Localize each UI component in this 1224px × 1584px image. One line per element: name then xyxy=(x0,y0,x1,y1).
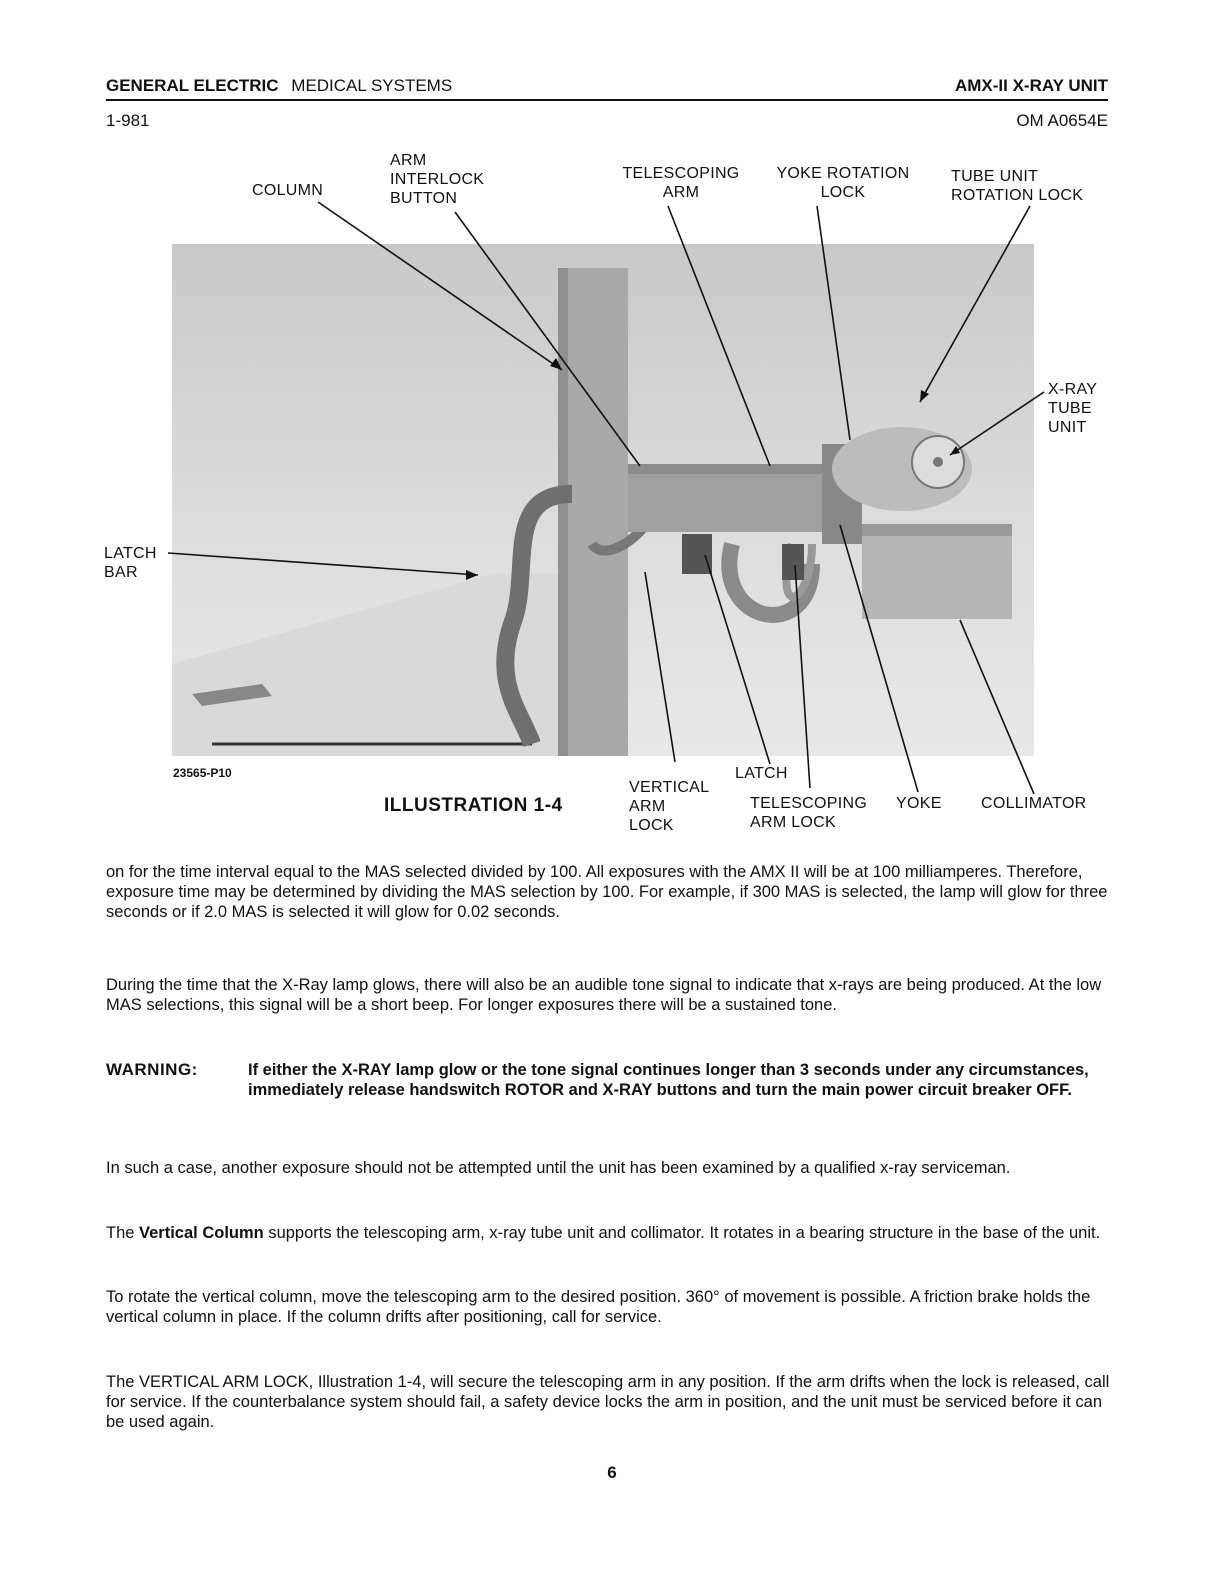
callout-vertical-arm-lock: VERTICAL ARM LOCK xyxy=(629,779,710,834)
callout-telescoping-arm: TELESCOPING ARM xyxy=(622,165,740,201)
paragraph-vertical-arm-lock: The VERTICAL ARM LOCK, Illustration 1-4, will secure the telescoping arm in any position. If the arm drifts when the lock is released, call for service. If the counterbalance system should fail, a safety device locks the arm in position, and the unit must be serviced before it can be used again. xyxy=(106,1373,1110,1431)
callout-arm-interlock-button: ARM INTERLOCK BUTTON xyxy=(390,152,485,207)
header-company xyxy=(106,76,452,96)
paragraph-rotate-column: To rotate the vertical column, move the telescoping arm to the desired position. 360° of movement is possible. A friction brake holds the vertical column in place. If the column drifts after positioning, call for service. xyxy=(106,1288,1091,1326)
callout-xray-tube-unit: X-RAY TUBE UNIT xyxy=(1048,381,1098,436)
warning-text: If either the X-RAY lamp glow or the tone signal continues longer than 3 seconds under any circumstances, immediately release handswitch ROTOR and X-RAY buttons and turn the main power circuit breaker OFF. xyxy=(248,1061,1089,1099)
callout-telescoping-arm-lock: TELESCOPING ARM LOCK xyxy=(750,795,868,831)
warning-label: WARNING: xyxy=(106,1060,198,1079)
paragraph-exposure-time: on for the time interval equal to the MAS selected divided by 100. All exposures with the AMX II will be at 100 milliamperes. Therefore, exposure time may be determined by dividing the MAS selection by 100. For example, if 300 MAS is selected, the lamp will glow for three seconds or if 2.0 MAS is selected it will glow for 0.02 seconds. xyxy=(106,863,1108,921)
photo-id: 23565-P10 xyxy=(173,766,232,780)
telescoping-arm-shape xyxy=(628,464,828,532)
collimator-shape xyxy=(862,524,1012,619)
header-company-rest: MEDICAL SYSTEMS xyxy=(291,76,453,95)
page-number: 6 xyxy=(607,1463,617,1482)
header-product: AMX-II X-RAY UNIT xyxy=(954,76,1108,95)
vertical-column-term: Vertical Column xyxy=(139,1224,264,1242)
callout-tube-unit-rotation-lock: TUBE UNIT ROTATION LOCK xyxy=(951,168,1084,204)
paragraph-vertical-column: The Vertical Column supports the telescoping arm, x-ray tube unit and collimator. It rotates in a bearing structure in the base of the unit. xyxy=(106,1224,1101,1242)
illustration-title: ILLUSTRATION 1-4 xyxy=(384,795,563,816)
xray-unit-photo xyxy=(172,244,1034,756)
callout-column: COLUMN xyxy=(252,182,324,199)
header-company-bold: GENERAL ELECTRIC xyxy=(106,76,279,95)
callout-collimator: COLLIMATOR xyxy=(981,795,1087,812)
callout-yoke-rotation-lock: YOKE ROTATION LOCK xyxy=(776,165,910,201)
column-shape xyxy=(558,268,628,756)
paragraph-tone-signal: During the time that the X-Ray lamp glows, there will also be an audible tone signal to indicate that x-rays are being produced. At the low MAS selections, this signal will be a short beep. For longer exposures there will be a sustained tone. xyxy=(106,976,1102,1014)
paragraph-examined: In such a case, another exposure should not be attempted until the unit has been examined by a qualified x-ray serviceman. xyxy=(106,1159,1011,1177)
callout-yoke: YOKE xyxy=(896,795,942,812)
doc-number: OM A0654E xyxy=(1016,111,1108,130)
callout-latch-bar: LATCH BAR xyxy=(104,545,157,581)
header-divider xyxy=(106,99,1108,101)
date-code: 1-981 xyxy=(106,111,150,130)
callout-latch: LATCH xyxy=(735,765,788,782)
